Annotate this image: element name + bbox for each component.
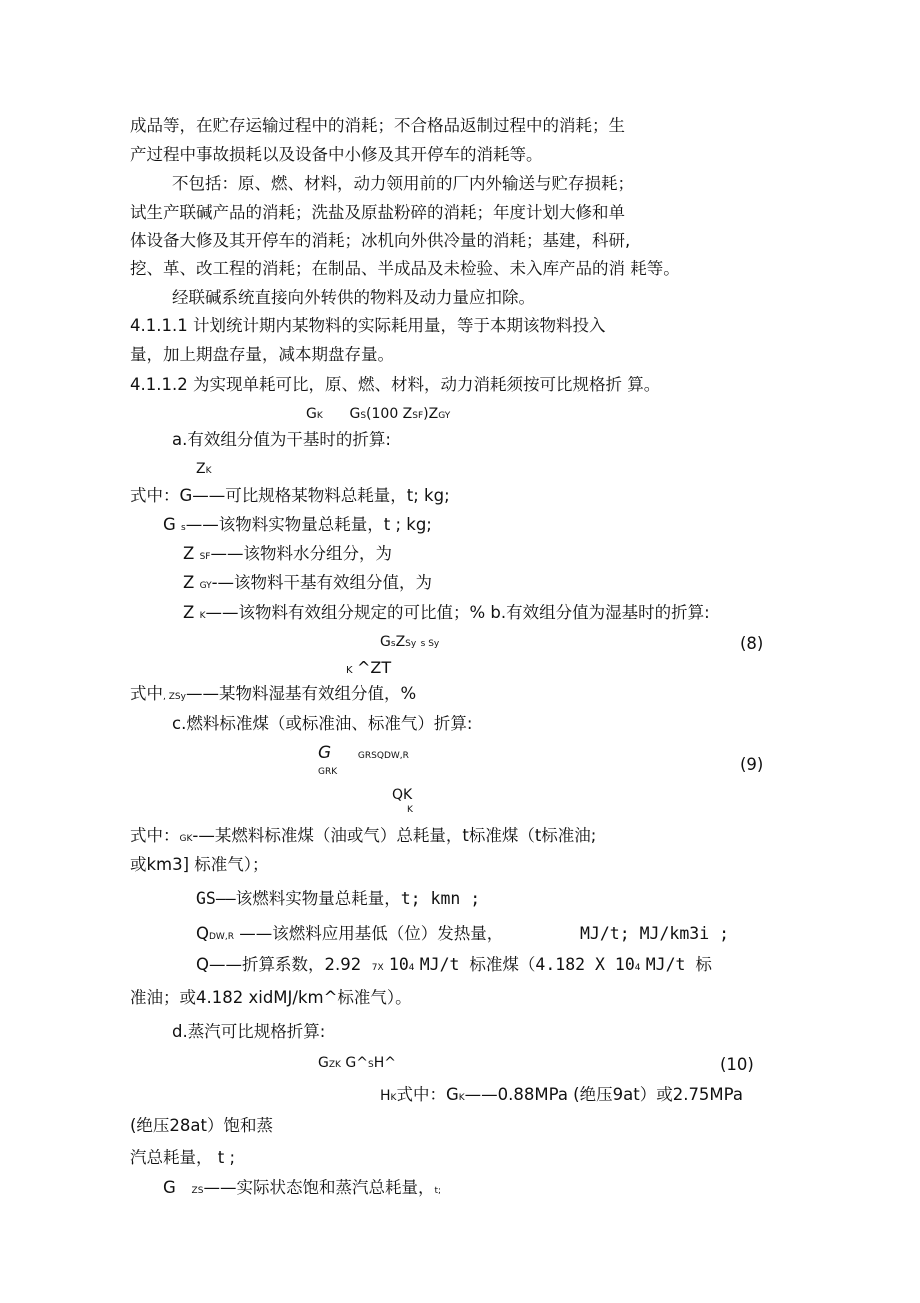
def-zk: Z K——该物料有效组分规定的可比值；% b.有效组分值为湿基时的折算: (183, 603, 710, 622)
text-line-6: 挖、革、改工程的消耗；在制品、半成品及未检验、未入库产品的消 耗等。 (130, 259, 680, 278)
text-line-7: 经联碱系统直接向外转供的物料及动力量应扣除。 (172, 288, 535, 307)
def-gzs: G ZS——实际状态饱和蒸汽总耗量，t; (163, 1178, 441, 1197)
def-gk-cont: 或km3] 标准气）； (130, 855, 269, 874)
def-qdwr-unit: MJ/t; MJ/km3i ; (580, 924, 730, 943)
def-g: 式中：G——可比规格某物料总耗量，t; kg; (130, 486, 450, 505)
formula-9: G GRSQDW,R (318, 743, 409, 763)
def-zsy: 式中, ZSy——某物料湿基有效组分值，% (130, 684, 417, 703)
def-q-coefficient-cont: 准油；或4.182 xidMJ/km^标准气）。 (130, 988, 412, 1007)
section-4-1-1-1: 4.1.1.1 计划统计期内某物料的实际耗用量，等于本期该物料投入 (130, 316, 606, 335)
text-line-1: 成品等，在贮存运输过程中的消耗；不合格品返制过程中的消耗；生 (130, 116, 625, 135)
equation-number-9: (9) (740, 755, 764, 774)
text-line-4: 试生产联碱产品的消耗；洗盐及原盐粉碎的消耗；年度计划大修和单 (130, 203, 625, 222)
def-gs: G s——该物料实物量总耗量，t ; kg; (163, 515, 432, 534)
item-d-title: d.蒸汽可比规格折算: (172, 1022, 326, 1041)
def-zgy: Z GY-—该物料干基有效组分值，为 (183, 573, 433, 592)
formula-1-denominator: ZK (196, 461, 212, 477)
text-line-2: 产过程中事故损耗以及设备中小修及其开停车的消耗等。 (130, 145, 543, 164)
def-gk-steam: HK式中：GK——0.88MPa (绝压9at）或2.75MPa (380, 1085, 743, 1104)
def-zsf: Z SF——该物料水分组分，为 (183, 544, 392, 563)
formula-8-denominator: K ^ZT (346, 658, 392, 677)
def-gk-steam-cont: (绝压28at）饱和蒸 (130, 1116, 274, 1135)
def-q-coefficient: Q——折算系数，2.92 7X 104 MJ/t 标准煤（4.182 X 104 MJ/t 标 (196, 955, 712, 974)
def-gk: 式中：GK-—某燃料标准煤（油或气）总耗量，t标准煤（t标准油; (130, 826, 597, 845)
formula-9-denominator-sub: K (407, 805, 413, 815)
section-4-1-1-1-cont: 量，加上期盘存量，减本期盘存量。 (130, 345, 394, 364)
formula-1: GK GS(100 ZSF)ZGY (306, 406, 451, 422)
equation-number-10: (10) (720, 1055, 754, 1074)
def-gs-fuel: GS——该燃料实物量总耗量，t; kmn ; (196, 889, 481, 908)
section-4-1-1-2: 4.1.1.2 为实现单耗可比，原、燃、材料，动力消耗须按可比规格折 算。 (130, 375, 661, 394)
text-line-5: 体设备大修及其开停车的消耗；冰机向外供冷量的消耗；基建，科研, (130, 231, 631, 250)
def-qdwr: QDW,R ——该燃料应用基低（位）发热量， (196, 924, 504, 943)
formula-9-denominator: QK (392, 787, 413, 803)
item-c-title: c.燃料标准煤（或标准油、标准气）折算: (172, 714, 473, 733)
text-line-3: 不包括：原、燃、材料，动力领用前的厂内外输送与贮存损耗； (172, 174, 634, 193)
formula-10: GZK G^SH^ (318, 1055, 396, 1071)
formula-8: GsZSy s Sy (380, 634, 440, 650)
formula-9-grk: GRK (318, 767, 338, 777)
equation-number-8: (8) (740, 634, 764, 653)
item-a-title: a.有效组分值为干基时的折算: (172, 430, 391, 449)
def-gk-steam-cont-2: 汽总耗量， t ; (130, 1148, 236, 1167)
